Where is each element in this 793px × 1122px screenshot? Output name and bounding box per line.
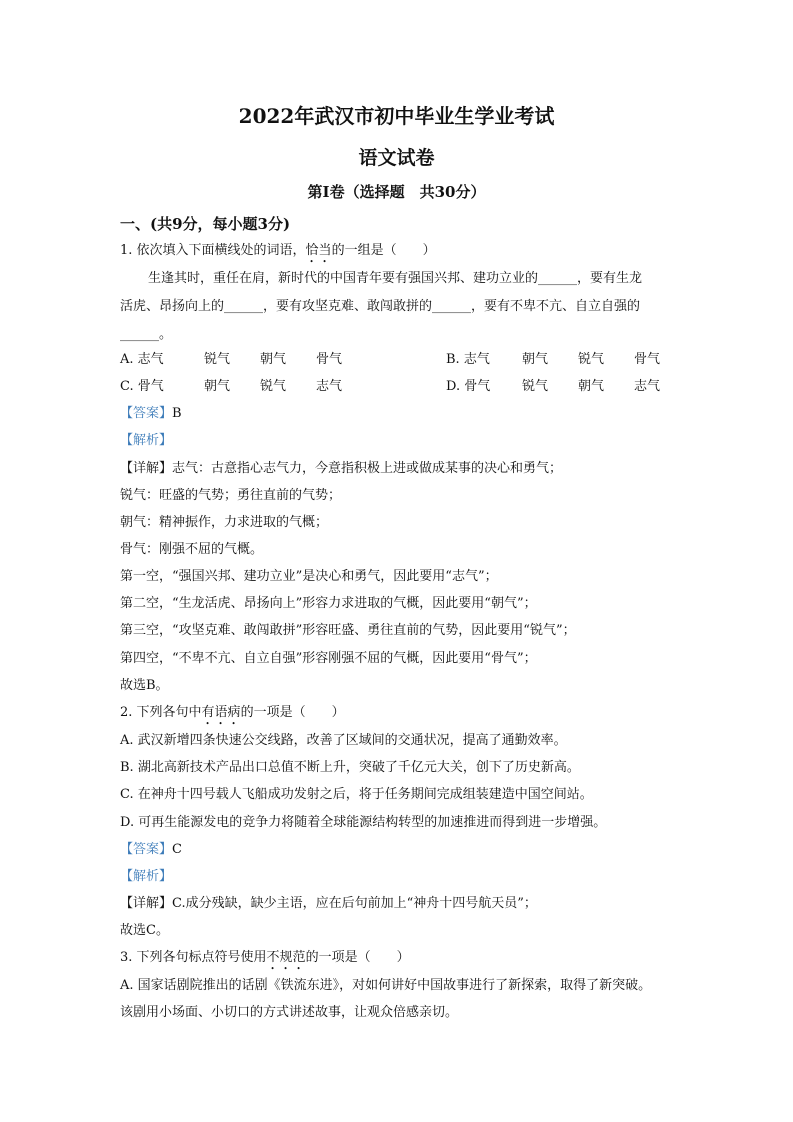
q1-passage-line: 生逢其时，重任在肩，新时代的中国青年要有强国兴邦、建功立业的______，要有生龙 bbox=[148, 271, 643, 286]
q2-option-c: C. 在神舟十四号载人飞船成功发射之后，将于任务期间完成组装建造中国空间站。 bbox=[120, 787, 593, 802]
q1-stem: 1. 依次填入下面横线处的词语，恰当的一组是（ ） bbox=[120, 243, 436, 258]
q1-answer: 【答案】B bbox=[120, 406, 182, 421]
q1-detail-line: 第一空，“强国兴邦、建功立业”是决心和勇气，因此要用“志气”； bbox=[120, 569, 498, 584]
page-title: 2022年武汉市初中毕业生学业考试 bbox=[238, 104, 555, 128]
answer-tag: 【答案】 bbox=[120, 406, 173, 421]
q2-option-d: D. 可再生能源发电的竞争力将随着全球能源结构转型的加速推进而得到进一步增强。 bbox=[120, 815, 607, 830]
q1-detail-line: 【详解】志气：古意指心志气力，今意指积极上进或做成某事的决心和勇气； bbox=[120, 461, 563, 476]
q1-option-c: C. 骨气 朝气 锐气 志气 bbox=[120, 379, 343, 394]
q1-option-b: B. 志气 朝气 锐气 骨气 bbox=[446, 352, 661, 367]
q2-stem: 2. 下列各句中有语病的一项是（ ） bbox=[120, 705, 345, 720]
q2-option-a: A. 武汉新增四条快速公交线路，改善了区域间的交通状况，提高了通勤效率。 bbox=[120, 733, 567, 748]
q2-option-b: B. 湖北高新技术产品出口总值不断上升，突破了千亿元大关，创下了历史新高。 bbox=[120, 760, 580, 775]
q1-analysis-tag: 【解析】 bbox=[120, 433, 173, 448]
q3-option-a-cont: 该剧用小场面、小切口的方式讲述故事，让观众倍感亲切。 bbox=[120, 1005, 459, 1020]
section-heading: 一、(共9分，每小题3分) bbox=[120, 215, 291, 233]
q1-option-a: A. 志气 锐气 朝气 骨气 bbox=[120, 352, 343, 367]
q1-passage-line: 活虎、昂扬向上的______，要有攻坚克难、敢闯敢拼的______，要有不卑不亢、自立自强的 bbox=[120, 299, 641, 314]
q2-answer: 【答案】C bbox=[120, 842, 182, 857]
q2-detail: 【详解】C.成分残缺，缺少主语，应在后句前加上“神舟十四号航天员”； bbox=[120, 896, 537, 911]
q1-detail-line: 朝气：精神振作，力求进取的气概； bbox=[120, 515, 329, 530]
q2-conclusion: 故选C。 bbox=[120, 923, 169, 938]
q1-detail-line: 第四空，“不卑不亢、自立自强”形容刚强不屈的气概，因此要用“骨气”； bbox=[120, 651, 537, 666]
q1-detail-line: 第三空，“攻坚克难、敢闯敢拼”形容旺盛、勇往直前的气势，因此要用“锐气”； bbox=[120, 623, 576, 638]
q1-detail-line: 锐气：旺盛的气势；勇往直前的气势； bbox=[120, 488, 342, 503]
q1-conclusion: 故选B。 bbox=[120, 678, 169, 693]
answer-tag: 【答案】 bbox=[120, 842, 173, 857]
q1-option-d: D. 骨气 锐气 朝气 志气 bbox=[446, 379, 661, 394]
q3-option-a: A. 国家话剧院推出的话剧《铁流东进》，对如何讲好中国故事进行了新探索，取得了新突破。 bbox=[120, 978, 652, 993]
part-heading: 第Ⅰ卷（选择题 共30分） bbox=[307, 183, 486, 201]
q1-passage-line: ______。 bbox=[120, 327, 173, 342]
q1-detail-line: 骨气：刚强不屈的气概。 bbox=[120, 542, 264, 557]
q1-detail-line: 第二空，“生龙活虎、昂扬向上”形容力求进取的气概，因此要用“朝气”； bbox=[120, 596, 537, 611]
q2-analysis-tag: 【解析】 bbox=[120, 869, 173, 884]
page-subtitle: 语文试卷 bbox=[358, 147, 435, 169]
q3-stem: 3. 下列各句标点符号使用不规范的一项是（ ） bbox=[120, 950, 410, 965]
